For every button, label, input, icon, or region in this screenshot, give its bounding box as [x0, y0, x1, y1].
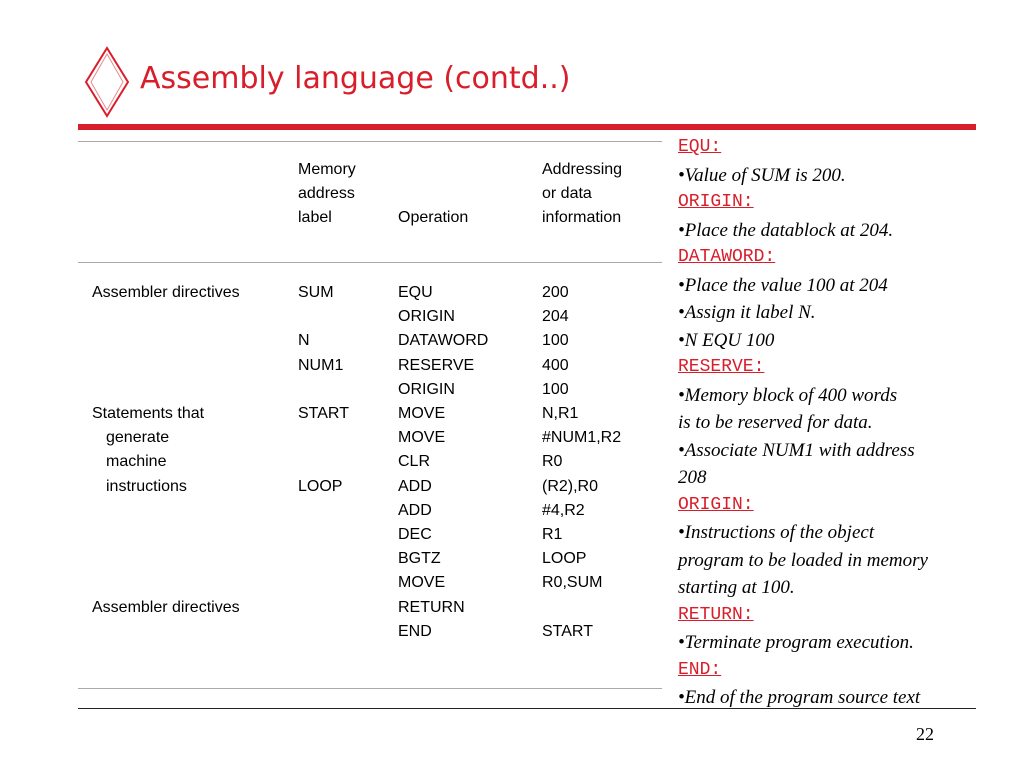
row-operation: MOVE [398, 405, 446, 422]
row-info: 100 [542, 332, 569, 349]
row-operation: END [398, 623, 432, 640]
note-text: •Place the value 100 at 204 [678, 274, 888, 296]
table-bottom-rule [78, 688, 662, 689]
row-section: Assembler directives [92, 599, 240, 616]
row-section: machine [106, 453, 167, 470]
note-text: •Associate NUM1 with address [678, 439, 915, 461]
row-info: (R2),R0 [542, 478, 599, 495]
note-text: •Instructions of the object [678, 522, 875, 543]
table-header-rule [78, 262, 662, 263]
page-number: 22 [916, 724, 934, 744]
row-operation: ADD [398, 478, 432, 495]
note-text: •Place the datablock at 204. [678, 219, 894, 241]
row-info: #4,R2 [542, 502, 585, 519]
row-info: R1 [542, 526, 563, 543]
footer-rule [78, 708, 976, 709]
row-operation: CLR [398, 453, 431, 470]
note-text: •Assign it label N. [678, 302, 816, 323]
note-keyword: END: [678, 659, 722, 680]
row-label: LOOP [298, 478, 343, 495]
row-label: N [298, 332, 310, 349]
header-operation: Operation [398, 209, 469, 226]
row-info: 400 [542, 357, 569, 374]
row-operation: EQU [398, 284, 433, 301]
row-info: 204 [542, 308, 569, 325]
row-label: START [298, 405, 349, 422]
note-text: 208 [678, 467, 707, 488]
note-text: •Value of SUM is 200. [678, 164, 846, 186]
slide-title: Assembly language (contd..) [140, 61, 571, 96]
row-info: LOOP [542, 550, 587, 567]
title-underline [78, 124, 976, 130]
row-operation: RETURN [398, 599, 465, 616]
row-section: instructions [106, 478, 187, 495]
note-keyword: EQU: [678, 137, 722, 157]
note-keyword: DATAWORD: [678, 247, 776, 267]
explanation-notes [678, 134, 988, 712]
row-operation: MOVE [398, 429, 446, 446]
row-info: R0,SUM [542, 574, 603, 591]
table-top-rule [78, 141, 662, 142]
note-text: •Memory block of 400 words [678, 384, 898, 406]
header-addressing-info: Addressing or data information [542, 161, 623, 226]
note-keyword: RETURN: [678, 604, 754, 625]
note-text: •Terminate program execution. [678, 632, 914, 653]
row-operation: DATAWORD [398, 332, 489, 349]
note-text: starting at 100. [678, 577, 795, 598]
row-info: 200 [542, 284, 569, 301]
row-operation: ORIGIN [398, 381, 455, 398]
note-text: is to be reserved for data. [678, 412, 873, 433]
note-text: program to be loaded in memory [678, 549, 928, 571]
row-info: 100 [542, 381, 569, 398]
row-operation: RESERVE [398, 357, 475, 374]
note-keyword: ORIGIN: [678, 192, 754, 212]
header-memory-address-label: Memory address label [298, 161, 356, 226]
row-info: N,R1 [542, 405, 579, 422]
row-label: NUM1 [298, 357, 344, 374]
row-operation: MOVE [398, 574, 446, 591]
note-keyword: RESERVE: [678, 357, 765, 377]
note-text: •N EQU 100 [678, 329, 775, 351]
row-info: #NUM1,R2 [542, 429, 622, 446]
row-section: generate [106, 429, 170, 446]
row-section: Statements that [92, 405, 205, 422]
row-section: Assembler directives [92, 284, 240, 301]
row-operation: BGTZ [398, 550, 441, 567]
red-diamond-icon [84, 46, 130, 118]
row-label: SUM [298, 284, 334, 301]
row-operation: ORIGIN [398, 308, 455, 325]
note-text: •End of the program source text [678, 687, 921, 708]
row-info: START [542, 623, 593, 640]
row-info: R0 [542, 453, 563, 470]
row-operation: DEC [398, 526, 432, 543]
note-keyword: ORIGIN: [678, 494, 754, 515]
row-operation: ADD [398, 502, 432, 519]
